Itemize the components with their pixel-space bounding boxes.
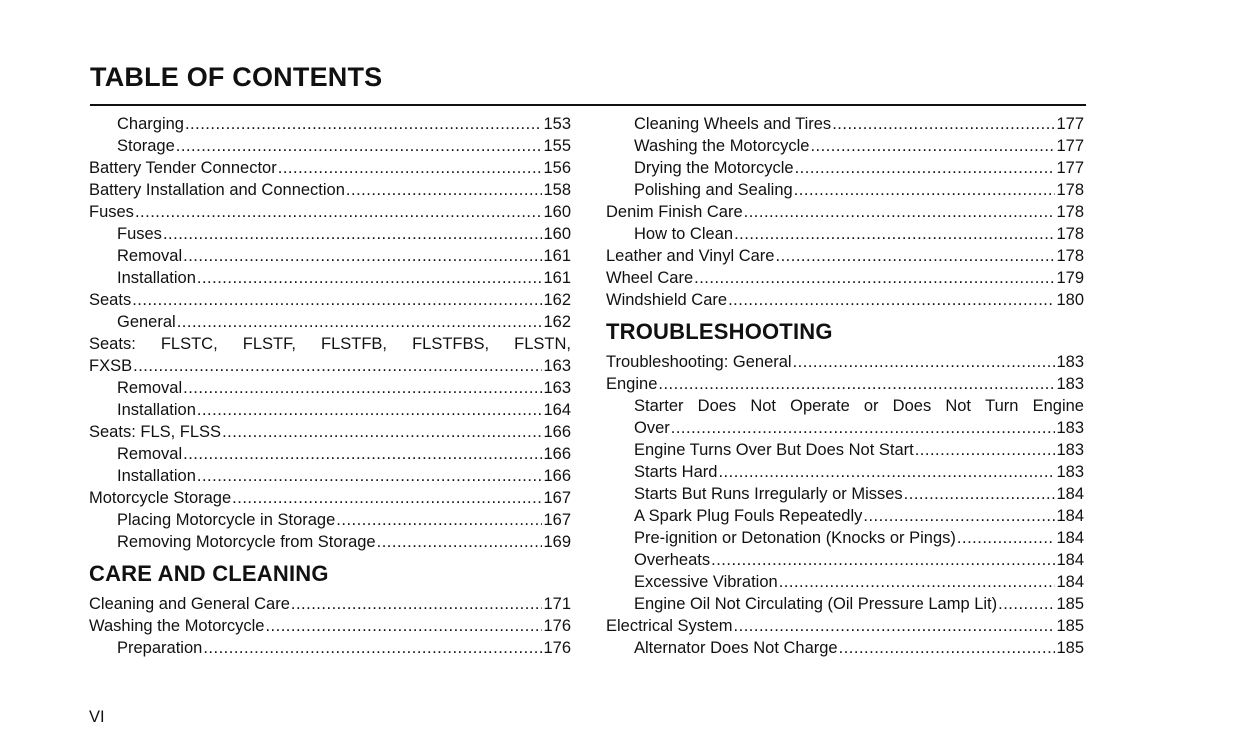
toc-entry-label: General [117,313,176,331]
dot-leader [133,355,542,377]
dot-leader [203,637,542,659]
dot-leader [132,289,542,311]
toc-entry[interactable] [89,509,571,531]
toc-entry-label: Fuses [89,203,134,221]
toc-entry-label: Drying the Motorcycle [634,159,794,177]
toc-entry[interactable] [606,267,1084,289]
dot-leader [779,571,1056,593]
toc-entry-word: FLSTFB, [321,335,388,353]
toc-entry-page: 162 [543,313,571,331]
toc-entry-page: 166 [543,423,571,441]
toc-entry[interactable] [89,421,571,443]
toc-entry-page: 183 [1056,375,1084,393]
toc-entry-word: Starter [634,397,684,415]
dot-leader [915,439,1056,461]
dot-leader [336,509,542,531]
toc-entry-label: Installation [117,401,196,419]
dot-leader [346,179,543,201]
toc-entry-wrapped-line[interactable] [606,395,1084,417]
toc-entry-label: Windshield Care [606,291,728,309]
dot-leader [744,201,1056,223]
dot-leader [197,465,543,487]
toc-entry-page: 184 [1056,551,1084,569]
dot-leader [183,377,542,399]
toc-entry-page: 161 [543,269,571,287]
toc-entry[interactable] [89,377,571,399]
toc-entry-page: 166 [543,467,571,485]
toc-entry-label: Installation [117,467,196,485]
toc-right-column [606,113,1084,659]
toc-entry-page: 185 [1056,617,1084,635]
toc-entry-label: Starts Hard [634,463,718,481]
toc-entry-label: Placing Motorcycle in Storage [117,511,336,529]
toc-entry-page: 177 [1056,159,1084,177]
toc-entry[interactable] [89,465,571,487]
dot-leader [135,201,543,223]
toc-entry-label: Cleaning and General Care [89,595,290,613]
toc-entry[interactable] [606,351,1084,373]
toc-entry[interactable] [606,439,1084,461]
toc-entry-page: 183 [1056,463,1084,481]
dot-leader [711,549,1055,571]
toc-entry-label: Washing the Motorcycle [634,137,810,155]
dot-leader [904,483,1056,505]
toc-entry-label: Alternator Does Not Charge [634,639,838,657]
page-number: VI [89,708,105,726]
toc-entry-page: 169 [543,533,571,551]
toc-entry-page: 160 [543,225,571,243]
dot-leader [793,351,1056,373]
dot-leader [795,157,1056,179]
dot-leader [734,615,1056,637]
toc-entry[interactable] [606,505,1084,527]
toc-entry-page: 178 [1056,225,1084,243]
toc-entry-word: Turn [985,397,1019,415]
toc-entry[interactable] [606,637,1084,659]
toc-entry-label: Removing Motorcycle from Storage [117,533,376,551]
toc-entry[interactable] [606,201,1084,223]
dot-leader [177,311,543,333]
toc-entry[interactable] [89,245,571,267]
dot-leader [794,179,1056,201]
toc-entry-label: Wheel Care [606,269,694,287]
toc-entry-label: A Spark Plug Fouls Repeatedly [634,507,863,525]
dot-leader [957,527,1056,549]
toc-entry-label: Battery Installation and Connection [89,181,345,199]
toc-entry-page: 155 [543,137,571,155]
toc-entry-page: 163 [543,379,571,397]
toc-entry[interactable] [89,615,571,637]
toc-entry-label: Engine Turns Over But Does Not Start [634,441,914,459]
toc-entry-label: Seats: FLS, FLSS [89,423,222,441]
dot-leader [278,157,543,179]
toc-entry-page: 167 [543,489,571,507]
toc-entry-page: 158 [543,181,571,199]
toc-entry-page: 164 [543,401,571,419]
toc-entry-label: Charging [117,115,184,133]
toc-entry-page: 184 [1056,507,1084,525]
toc-entry[interactable] [89,637,571,659]
toc-entry[interactable] [89,443,571,465]
toc-entry-page: 176 [543,639,571,657]
toc-entry-page: 166 [543,445,571,463]
dot-leader [658,373,1055,395]
dot-leader [718,461,1055,483]
section-heading-care-and-cleaning: CARE AND CLEANING [89,561,329,586]
toc-entry[interactable] [89,267,571,289]
toc-entry[interactable] [606,571,1084,593]
toc-entry-word: Engine [1032,397,1084,415]
toc-entry-label: Battery Tender Connector [89,159,277,177]
toc-entry-word: Not [750,397,776,415]
toc-entry-word: Does [892,397,932,415]
toc-entry-page: 162 [543,291,571,309]
toc-entry-page: 178 [1056,247,1084,265]
dot-leader [832,113,1055,135]
toc-entry-label: Preparation [117,639,203,657]
toc-entry-label: Removal [117,445,183,463]
dot-leader [863,505,1055,527]
toc-entry-page: 178 [1056,203,1084,221]
page-title: TABLE OF CONTENTS [90,62,383,92]
toc-entry[interactable] [606,527,1084,549]
dot-leader [810,135,1055,157]
toc-entry[interactable] [89,289,571,311]
toc-entry[interactable] [606,113,1084,135]
dot-leader [265,615,542,637]
dot-leader [671,417,1056,439]
toc-entry[interactable] [606,135,1084,157]
toc-entry-label: Denim Finish Care [606,203,743,221]
toc-entry[interactable] [606,245,1084,267]
toc-entry-page: 183 [1056,419,1084,437]
toc-entry[interactable] [606,223,1084,245]
dot-leader [222,421,542,443]
toc-entry-page: 167 [543,511,571,529]
toc-entry[interactable] [89,179,571,201]
toc-entry-label: Cleaning Wheels and Tires [634,115,832,133]
toc-entry[interactable] [606,373,1084,395]
toc-entry-page: 176 [543,617,571,635]
toc-entry-page: 171 [543,595,571,613]
dot-leader [176,135,543,157]
toc-entry-page: 184 [1056,529,1084,547]
toc-entry[interactable] [89,355,571,377]
toc-entry[interactable] [606,549,1084,571]
dot-leader [232,487,542,509]
dot-leader [734,223,1055,245]
toc-entry-page: 184 [1056,573,1084,591]
toc-entry-page: 185 [1056,639,1084,657]
toc-entry-word: or [863,397,879,415]
dot-leader [183,443,542,465]
toc-entry[interactable] [89,487,571,509]
toc-entry-page: 183 [1056,353,1084,371]
toc-entry-label: Engine [606,375,658,393]
toc-entry-page: 153 [543,115,571,133]
section-heading-troubleshooting: TROUBLESHOOTING [606,319,833,344]
toc-entry-word: Not [945,397,972,415]
toc-entry-label: Electrical System [606,617,733,635]
toc-entry-label: Engine Oil Not Circulating (Oil Pressure Lamp Lit) [634,595,998,613]
dot-leader [197,267,543,289]
toc-entry-page: 163 [543,357,571,375]
dot-leader [377,531,543,553]
toc-entry-page: 156 [543,159,571,177]
toc-entry[interactable] [89,201,571,223]
toc-entry[interactable] [89,157,571,179]
toc-entry[interactable] [89,223,571,245]
toc-entry-wrapped-line[interactable] [89,333,571,355]
toc-entry-label: Over [634,419,670,437]
toc-left-column [89,113,571,659]
toc-entry[interactable] [89,399,571,421]
dot-leader [197,399,543,421]
toc-entry-label: Removal [117,379,183,397]
toc-entry-label: Seats [89,291,132,309]
toc-entry-page: 179 [1056,269,1084,287]
toc-entry[interactable] [606,483,1084,505]
toc-entry[interactable] [606,179,1084,201]
toc-entry-word: FLSTN, [514,335,571,353]
toc-entry-page: 180 [1056,291,1084,309]
dot-leader [694,267,1055,289]
toc-entry-label: Starts But Runs Irregularly or Misses [634,485,903,503]
toc-entry-page: 160 [543,203,571,221]
toc-entry-word: FLSTFBS, [412,335,490,353]
toc-entry-label: How to Clean [634,225,734,243]
toc-entry[interactable] [606,157,1084,179]
toc-entry[interactable] [89,311,571,333]
toc-entry-label: Overheats [634,551,711,569]
toc-entry-page: 161 [543,247,571,265]
toc-entry[interactable] [89,135,571,157]
toc-entry[interactable] [89,593,571,615]
dot-leader [163,223,543,245]
toc-entry[interactable] [89,113,571,135]
toc-entry-page: 185 [1056,595,1084,613]
toc-entry-label: Installation [117,269,196,287]
toc-entry-page: 184 [1056,485,1084,503]
toc-entry-label: Removal [117,247,183,265]
toc-entry-page: 183 [1056,441,1084,459]
toc-entry[interactable] [606,615,1084,637]
toc-entry-page: 178 [1056,181,1084,199]
toc-entry-label: Leather and Vinyl Care [606,247,775,265]
toc-entry[interactable] [606,417,1084,439]
dot-leader [839,637,1056,659]
toc-entry-label: Washing the Motorcycle [89,617,265,635]
toc-entry-label: Excessive Vibration [634,573,778,591]
toc-entry-word: FLSTC, [160,335,218,353]
toc-entry-word: Seats: [89,335,136,353]
dot-leader [775,245,1055,267]
toc-entry[interactable] [606,289,1084,311]
toc-entry[interactable] [606,461,1084,483]
toc-entry-word: Operate [790,397,850,415]
toc-entry-page: 177 [1056,115,1084,133]
dot-leader [185,113,543,135]
toc-entry-label: Pre-ignition or Detonation (Knocks or Pings) [634,529,956,547]
toc-entry[interactable] [89,531,571,553]
dot-leader [183,245,542,267]
title-divider [90,104,1086,106]
dot-leader [728,289,1055,311]
toc-entry-label: Polishing and Sealing [634,181,793,199]
toc-entry[interactable] [606,593,1084,615]
toc-entry-label: Fuses [117,225,162,243]
toc-entry-label: Storage [117,137,175,155]
toc-entry-label: FXSB [89,357,133,375]
toc-entry-page: 177 [1056,137,1084,155]
toc-entry-label: Troubleshooting: General [606,353,792,371]
dot-leader [291,593,543,615]
toc-entry-label: Motorcycle Storage [89,489,232,507]
dot-leader [998,593,1055,615]
toc-entry-word: Does [697,397,737,415]
toc-entry-word: FLSTF, [242,335,296,353]
